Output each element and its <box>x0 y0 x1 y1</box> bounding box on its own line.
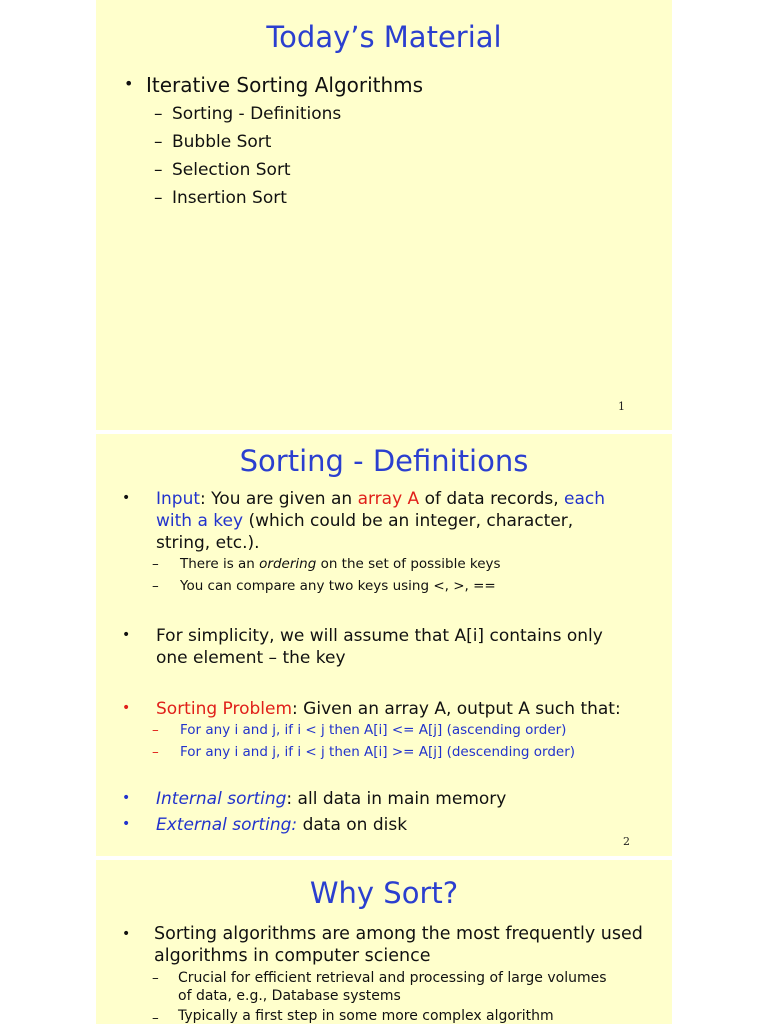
input-line-2 <box>156 511 573 531</box>
why-line-2: algorithms in computer science <box>154 946 431 966</box>
slide-1 <box>96 0 672 430</box>
why-sub-1-line-1: Crucial for efficient retrieval and processing of large volumes <box>178 970 607 986</box>
external-line <box>156 815 407 835</box>
dash-icon: – <box>152 556 159 572</box>
input-sub-1 <box>180 556 501 572</box>
array-term: array A <box>357 489 420 509</box>
slide-2 <box>96 434 672 856</box>
dash-icon: – <box>154 132 163 152</box>
input-line-3: string, etc.). <box>156 533 260 553</box>
sub-text: on the set of possible keys <box>316 556 501 572</box>
why-sub-2: Typically a first step in some more complex algorithm <box>178 1008 554 1024</box>
external-text: data on disk <box>297 815 408 835</box>
slide-3 <box>96 860 672 1024</box>
internal-label: Internal sorting <box>156 789 287 809</box>
dash-icon: – <box>152 970 159 986</box>
slide-title: Why Sort? <box>309 876 459 910</box>
simplicity-line-2: one element – the key <box>156 648 346 668</box>
problem-label: Sorting Problem <box>156 699 293 719</box>
input-sub-2: You can compare any two keys using <, >, == <box>180 578 496 594</box>
sub-item: Sorting - Definitions <box>172 104 342 124</box>
input-text: : You are given an <box>200 489 358 509</box>
external-label: External sorting: <box>156 815 298 835</box>
dash-icon: – <box>154 188 163 208</box>
dash-icon: – <box>152 744 159 760</box>
slide-title: Sorting - Definitions <box>239 444 529 478</box>
problem-sub-1: For any i and j, if i < j then A[i] <= A[j] (ascending order) <box>180 722 567 738</box>
bullet-icon: • <box>122 816 131 832</box>
why-sub-1-line-2: of data, e.g., Database systems <box>178 988 401 1004</box>
slide-title: Today’s Material <box>266 20 502 54</box>
internal-line <box>156 789 506 809</box>
simplicity-line-1: For simplicity, we will assume that A[i] contains only <box>156 626 603 646</box>
bullet-icon: • <box>122 627 131 643</box>
input-text: of data records, <box>419 489 565 509</box>
key-term: with a key <box>156 511 244 531</box>
sub-item: Selection Sort <box>172 160 291 180</box>
each-term: each <box>564 489 606 509</box>
dash-icon: – <box>154 104 163 124</box>
dash-icon: – <box>152 578 159 594</box>
sub-item: Bubble Sort <box>172 132 272 152</box>
ordering-term: ordering <box>259 556 317 572</box>
page-number: 1 <box>618 400 625 413</box>
dash-icon: – <box>152 722 159 738</box>
input-text: (which could be an integer, character, <box>243 511 574 531</box>
problem-sub-2: For any i and j, if i < j then A[i] >= A[j] (descending order) <box>180 744 576 760</box>
dash-icon: – <box>154 160 163 180</box>
sub-item: Insertion Sort <box>172 188 287 208</box>
dash-icon: – <box>152 1010 159 1024</box>
bullet-icon: • <box>122 790 131 806</box>
problem-text: : Given an array A, output A such that: <box>292 699 621 719</box>
bullet-icon: • <box>122 700 131 716</box>
input-label: Input <box>156 489 201 509</box>
bullet-icon: • <box>122 926 131 942</box>
bullet-text: Iterative Sorting Algorithms <box>146 73 424 97</box>
bullet-icon: • <box>124 74 134 93</box>
problem-line <box>156 699 621 719</box>
internal-text: : all data in main memory <box>286 789 507 809</box>
input-line-1 <box>156 489 605 509</box>
sub-text: There is an <box>180 556 260 572</box>
why-line-1: Sorting algorithms are among the most frequently used <box>154 924 643 944</box>
bullet-icon: • <box>122 490 131 506</box>
page-number: 2 <box>623 835 630 848</box>
